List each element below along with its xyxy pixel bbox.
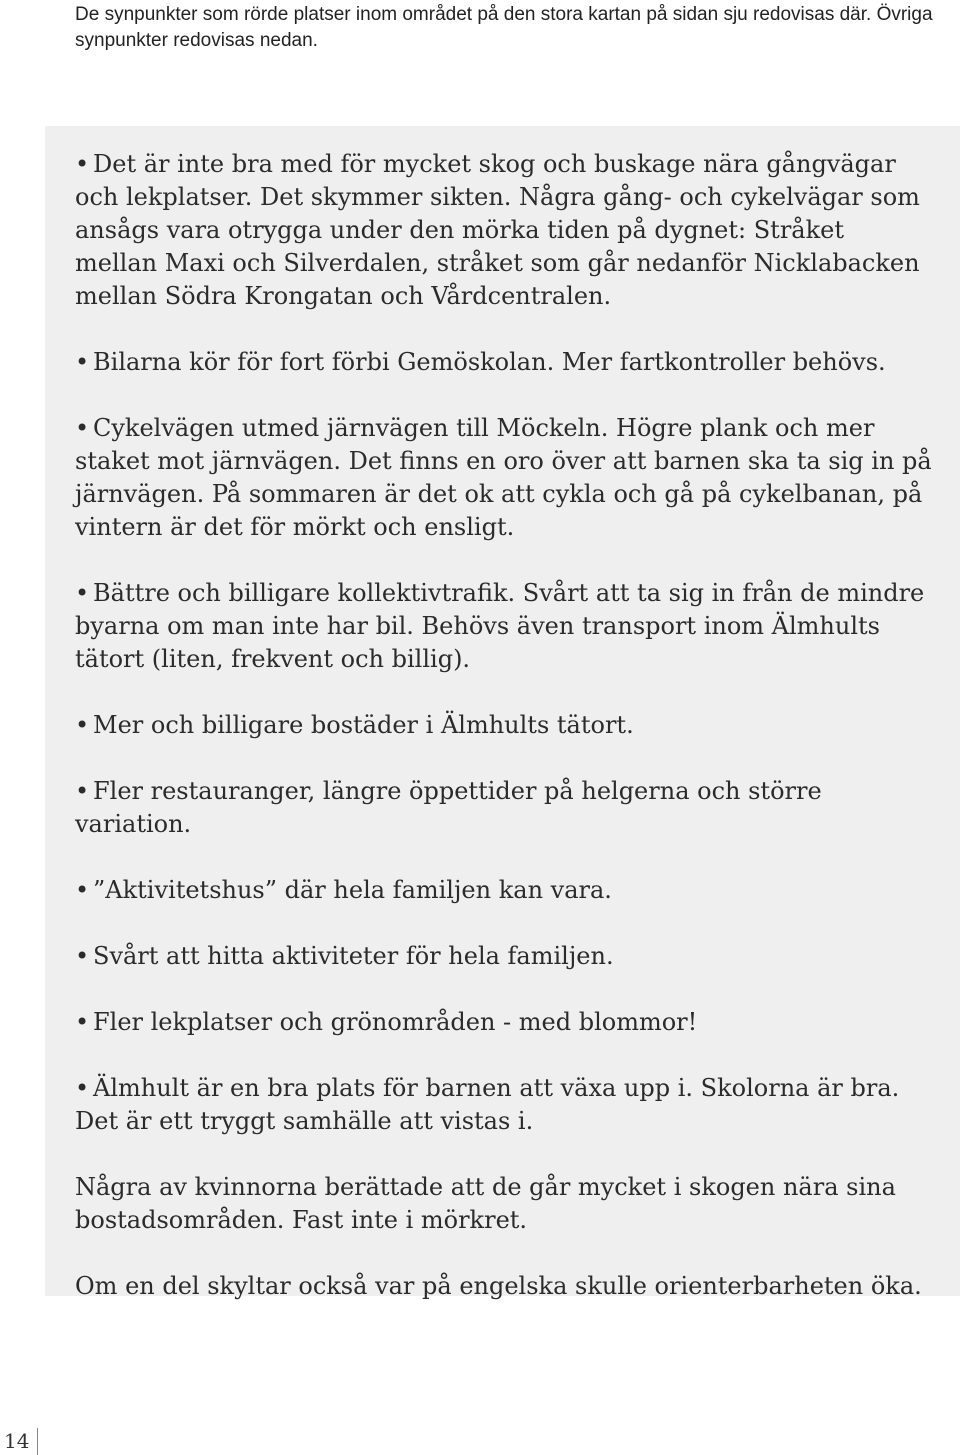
bullet-icon: •	[75, 1074, 90, 1102]
list-item	[75, 775, 933, 841]
list-item	[75, 148, 933, 313]
body-paragraph: Om en del skyltar också var på engelska skulle orienterbarheten öka.	[75, 1272, 922, 1300]
list-item-text: ”Aktivitetshus” där hela familjen kan vara.	[93, 876, 612, 904]
bullet-icon: •	[75, 942, 90, 970]
feedback-list	[75, 148, 933, 1336]
list-item-text: Cykelvägen utmed järnvägen till Möckeln. Högre plank och mer staket mot järnvägen. Det finns en oro över att barnen ska ta sig in på järnvägen. På sommaren är det ok att cykla och gå på cykelbanan, på vintern är det för mörkt och ensligt.	[75, 414, 932, 541]
list-item	[75, 709, 933, 742]
list-item-text: Bilarna kör för fort förbi Gemöskolan. Mer fartkontroller behövs.	[93, 348, 886, 376]
list-item-text: Det är inte bra med för mycket skog och buskage nära gångvägar och lekplatser. Det skymmer sikten. Några gång- och cykelvägar som ansågs vara otrygga under den mörka tiden på dygnet: Stråket mellan Maxi och Silverdalen, stråket som går nedanför Nicklabacken mellan Södra Krongatan och Vårdcentralen.	[75, 150, 920, 310]
feedback-box	[45, 126, 960, 1300]
bullet-icon: •	[75, 150, 90, 178]
bullet-icon: •	[75, 348, 90, 376]
page-number: 14	[0, 1428, 38, 1455]
bullet-icon: •	[75, 579, 90, 607]
intro-paragraph: De synpunkter som rörde platser inom området på den stora kartan på sidan sju redovisas där. Övriga synpunkter redovisas nedan.	[75, 4, 933, 51]
list-item-text: Bättre och billigare kollektivtrafik. Svårt att ta sig in från de mindre byarna om man inte har bil. Behövs även transport inom Älmhults tätort (liten, frekvent och billig).	[75, 579, 925, 673]
list-item	[75, 874, 933, 907]
bullet-icon: •	[75, 777, 90, 805]
list-item-text: Fler restauranger, längre öppettider på helgerna och större variation.	[75, 777, 822, 838]
list-item	[75, 412, 933, 544]
list-item	[75, 577, 933, 676]
bullet-icon: •	[75, 876, 90, 904]
list-item	[75, 346, 933, 379]
list-item-text: Svårt att hitta aktiviteter för hela familjen.	[93, 942, 614, 970]
list-item-text: Mer och billigare bostäder i Älmhults tätort.	[93, 711, 634, 739]
list-item-text: Älmhult är en bra plats för barnen att växa upp i. Skolorna är bra. Det är ett tryggt samhälle att vistas i.	[75, 1074, 900, 1135]
list-item-text: Fler lekplatser och grönområden - med blommor!	[93, 1008, 698, 1036]
body-paragraph: Några av kvinnorna berättade att de går mycket i skogen nära sina bostadsområden. Fast inte i mörkret.	[75, 1173, 896, 1234]
list-item	[75, 940, 933, 973]
bullet-icon: •	[75, 1008, 90, 1036]
bullet-icon: •	[75, 711, 90, 739]
list-item	[75, 1072, 933, 1138]
bullet-icon: •	[75, 414, 90, 442]
list-item	[75, 1006, 933, 1039]
